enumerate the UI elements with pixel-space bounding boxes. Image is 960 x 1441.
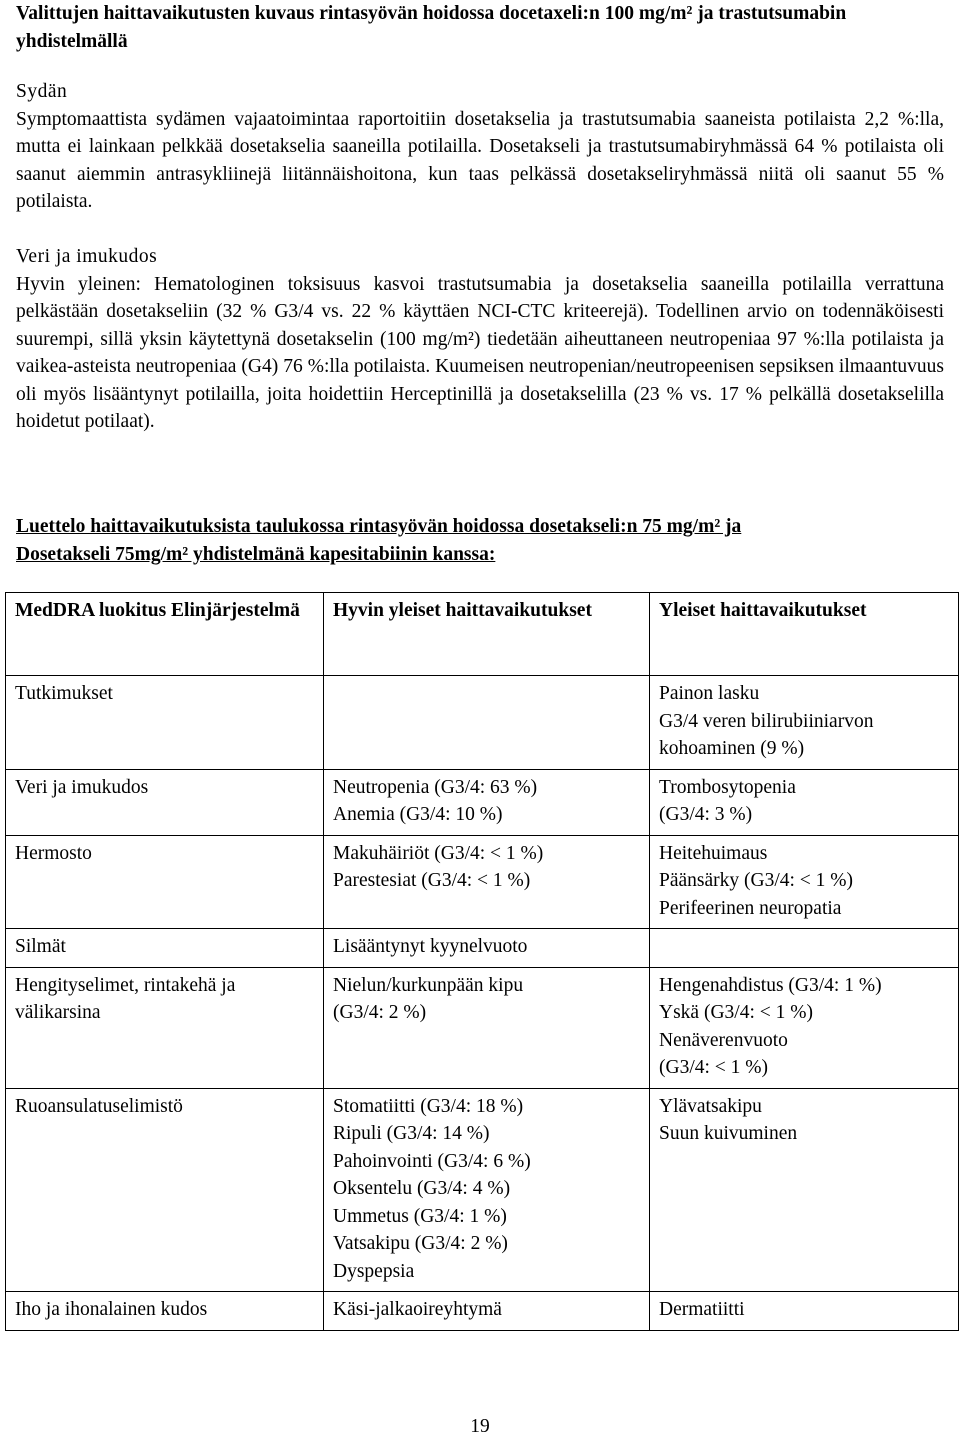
cell-line: Nielun/kurkunpään kipu <box>333 974 524 996</box>
common-cell <box>650 769 959 835</box>
cell-line: Iho ja ihonalainen kudos <box>15 1299 208 1320</box>
adverse-effects-table <box>5 592 959 1331</box>
header-common: Yleiset haittavaikutukset <box>650 593 959 676</box>
paragraph-heart: Symptomaattista sydämen vajaatoimintaa raportoitiin dosetakselia ja trastutsumabia saaneista potilaista 2,2 %:lla, mutta ei lainkaan pelkkää dosetakselia saaneilla potilailla. Dosetakseli ja trastutsumabiryhmässä 64 % potilaista oli saanut aiemmin antrasykliinejä liitännäishoitona, kun taas pelkässä dosetakseliryhmässä niitä oli saanut 55 % potilaista. <box>16 108 944 212</box>
cell-line: Hermosto <box>15 842 92 864</box>
common-cell <box>650 676 959 770</box>
cell-line: Dermatiitti <box>659 1299 745 1320</box>
table-row <box>6 835 959 929</box>
cell-line: Hengityselimet, rintakehä ja <box>15 974 236 996</box>
cell-line: Yskä (G3/4: < 1 %) <box>659 1002 813 1023</box>
cell-line: (G3/4: < 1 %) <box>659 1057 769 1078</box>
organ-class-cell <box>6 769 324 835</box>
very-common-cell <box>324 929 650 968</box>
cell-line: Ylävatsakipu <box>659 1095 762 1117</box>
cell-line: Painon lasku <box>659 683 760 704</box>
organ-class-cell <box>6 929 324 968</box>
section-heading-docetaxel-trastuzumab: Valittujen haittavaikutusten kuvaus rintasyövän hoidossa docetaxeli:n 100 mg/m² ja trastutsumabin yhdistelmällä <box>16 3 847 52</box>
cell-line: Stomatiitti (G3/4: 18 %) <box>333 1095 524 1117</box>
cell-line: Silmät <box>15 936 66 957</box>
cell-line: Pahoinvointi (G3/4: 6 %) <box>333 1150 531 1172</box>
table-row <box>6 1088 959 1292</box>
common-cell <box>650 929 959 968</box>
cell-line: Lisääntynyt kyynelvuoto <box>333 936 528 957</box>
cell-line: kohoaminen (9 %) <box>659 738 805 759</box>
cell-line: (G3/4: 2 %) <box>333 1002 427 1023</box>
section-label-heart: Sydän <box>16 81 68 102</box>
header-very-common: Hyvin yleiset haittavaikutukset <box>324 593 650 676</box>
cell-line: Makuhäiriöt (G3/4: < 1 %) <box>333 842 544 864</box>
common-cell <box>650 1088 959 1292</box>
organ-class-cell <box>6 676 324 770</box>
organ-class-cell <box>6 1292 324 1331</box>
cell-line: Tutkimukset <box>15 683 113 704</box>
table-heading <box>16 513 944 568</box>
table-row <box>6 769 959 835</box>
table-heading-line-1: Luettelo haittavaikutuksista taulukossa rintasyövän hoidossa dosetakseli:n 75 mg/m² ja <box>16 516 742 537</box>
organ-class-cell <box>6 835 324 929</box>
table-row <box>6 1292 959 1331</box>
common-cell <box>650 835 959 929</box>
section-label-blood: Veri ja imukudos <box>16 246 158 267</box>
very-common-cell <box>324 1292 650 1331</box>
cell-line: Ummetus (G3/4: 1 %) <box>333 1205 507 1227</box>
cell-line: Perifeerinen neuropatia <box>659 897 842 919</box>
very-common-cell <box>324 967 650 1088</box>
cell-line: Dyspepsia <box>333 1260 415 1282</box>
cell-line: Vatsakipu (G3/4: 2 %) <box>333 1233 508 1254</box>
very-common-cell <box>324 676 650 770</box>
cell-line: Anemia (G3/4: 10 %) <box>333 804 503 825</box>
paragraph-blood: Hyvin yleinen: Hematologinen toksisuus kasvoi trastutsumabia ja dosetakselia saaneilla potilailla verrattuna pelkästään dosetakseliin (32 % G3/4 vs. 22 % käyttäen NCI-CTC kriteerejä). Todellinen arvio on todennäköisesti suurempi, sillä yksin käytettynä dosetakselin (100 mg/m²) tiedetään aiheuttaneen neutropeniaa 97 %:lla potilaista ja vaikea-asteista neutropeniaa (G4) 76 %:lla potilaista. Kuumeisen neutropenian/neutropeenisen sepsiksen ilmaantuvuus oli myös lisääntynyt potilailla, joita hoidettiin Herceptinillä ja dosetakselilla (23 % vs. 17 % pelkällä dosetakselilla hoidetut potilaat). <box>16 273 944 432</box>
cell-line: Ruoansulatuselimistö <box>15 1095 183 1117</box>
organ-class-cell <box>6 1088 324 1292</box>
cell-line: Heitehuimaus <box>659 842 768 864</box>
cell-line: Suun kuivuminen <box>659 1123 798 1144</box>
page-number: 19 <box>470 1416 490 1437</box>
very-common-cell <box>324 1088 650 1292</box>
cell-line: Ripuli (G3/4: 14 %) <box>333 1123 490 1144</box>
cell-line: Hengenahdistus (G3/4: 1 %) <box>659 974 882 996</box>
cell-line: Päänsärky (G3/4: < 1 %) <box>659 870 854 891</box>
cell-line: Käsi-jalkaoireyhtymä <box>333 1299 502 1320</box>
very-common-cell <box>324 835 650 929</box>
common-cell <box>650 1292 959 1331</box>
cell-line: Neutropenia (G3/4: 63 %) <box>333 776 538 798</box>
table-row <box>6 967 959 1088</box>
cell-line: Nenäverenvuoto <box>659 1029 788 1051</box>
cell-line: Oksentelu (G3/4: 4 %) <box>333 1178 511 1199</box>
cell-line: välikarsina <box>15 1002 101 1023</box>
table-heading-line-2: Dosetakseli 75mg/m² yhdistelmänä kapesitabiinin kanssa: <box>16 543 496 565</box>
common-cell <box>650 967 959 1088</box>
cell-line: (G3/4: 3 %) <box>659 804 753 825</box>
section-heart <box>16 78 944 216</box>
cell-line: Parestesiat (G3/4: < 1 %) <box>333 870 531 891</box>
cell-line: G3/4 veren bilirubiiniarvon <box>659 710 874 732</box>
table-row <box>6 676 959 770</box>
table-row <box>6 929 959 968</box>
very-common-cell <box>324 769 650 835</box>
header-organ-class: MedDRA luokitus Elinjärjestelmä <box>6 593 324 676</box>
cell-line: Trombosytopenia <box>659 776 796 798</box>
table-header-row <box>6 593 959 676</box>
cell-line: Veri ja imukudos <box>15 776 149 798</box>
organ-class-cell <box>6 967 324 1088</box>
section-blood <box>16 243 944 436</box>
